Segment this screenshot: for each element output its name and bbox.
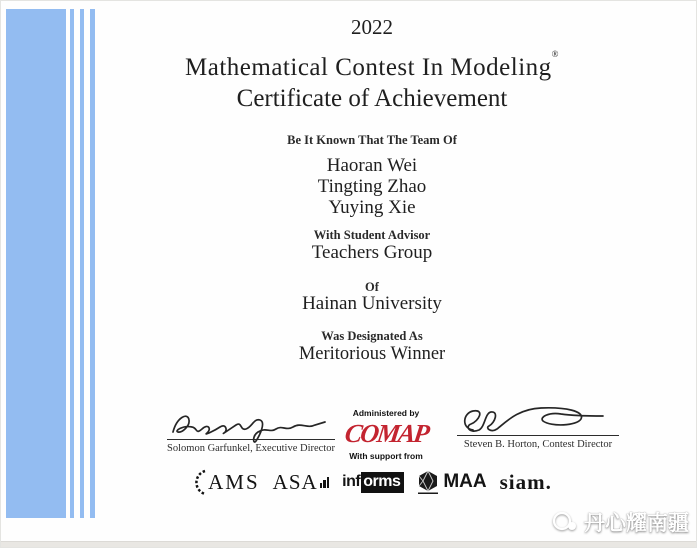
signature-left	[167, 405, 335, 454]
sponsor-logo-row	[51, 467, 693, 497]
contest-director-signature-icon	[457, 401, 619, 439]
asa-logo	[273, 470, 330, 495]
designation-label: Was Designated As	[321, 329, 423, 343]
watermark-text: 丹心耀南疆	[584, 511, 689, 535]
informs-prefix-text: inf	[342, 473, 361, 490]
advisor-name: Teachers Group	[311, 242, 433, 263]
administered-by-block	[340, 408, 432, 461]
asa-bars-icon	[320, 477, 330, 488]
ams-logo	[192, 469, 260, 496]
designation-text: Meritorious Winner	[298, 344, 446, 364]
siam-logo	[500, 470, 552, 495]
team-member-name: Haoran Wei	[326, 155, 418, 176]
ams-arc-icon	[192, 469, 207, 496]
maa-text: MAA	[443, 471, 487, 492]
siam-text: siam.	[499, 469, 552, 494]
support-label: With support from	[349, 451, 423, 461]
certificate-title	[51, 49, 693, 82]
advisor-label: With Student Advisor	[313, 228, 431, 242]
registered-trademark-mark: ®	[551, 49, 559, 59]
asa-text: ASA	[272, 469, 318, 494]
institution-name: Hainan University	[302, 293, 442, 314]
certificate-subtitle: Certificate of Achievement	[236, 85, 508, 112]
comap-logo: COMAP	[342, 419, 430, 448]
team-members-list	[51, 155, 693, 218]
team-member-name: Yuying Xie	[328, 197, 416, 218]
team-intro-label: Be It Known That The Team Of	[287, 133, 457, 147]
bottom-edge-band	[1, 541, 696, 547]
signature-right	[457, 401, 619, 450]
maa-logo	[417, 470, 486, 494]
certificate-year: 2022	[351, 15, 393, 39]
watermark-account-icon	[552, 510, 578, 534]
executive-director-name: Solomon Garfunkel, Executive Director	[167, 443, 335, 454]
watermark	[552, 507, 689, 537]
executive-director-signature-icon	[167, 405, 335, 443]
informs-logo	[342, 472, 404, 493]
signature-baseline	[457, 435, 619, 436]
team-member-name: Tingting Zhao	[317, 176, 427, 197]
maa-icosahedron-icon	[417, 470, 439, 494]
of-label: Of	[365, 280, 379, 294]
informs-box-text: orms	[361, 472, 404, 493]
ams-text: AMS	[208, 469, 260, 494]
administered-by-label: Administered by	[352, 408, 420, 418]
signature-baseline	[167, 439, 335, 440]
certificate-title-text: Mathematical Contest In Modeling	[185, 54, 552, 81]
contest-director-name: Steven B. Horton, Contest Director	[463, 439, 613, 450]
